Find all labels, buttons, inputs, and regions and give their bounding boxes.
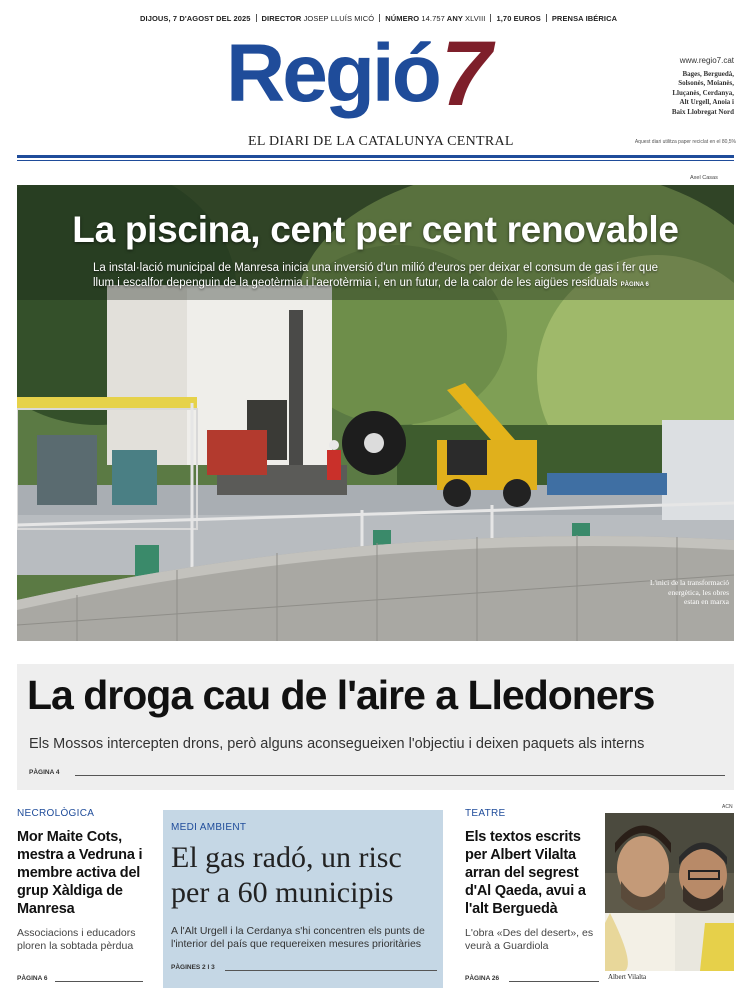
story-headline[interactable]: Mor Maite Cots, mestra a Vedruna i membre activa del grup Xàldiga de Manresa xyxy=(17,829,143,917)
logo-number: 7 xyxy=(440,23,492,125)
group-name: PRENSA IBÉRICA xyxy=(551,14,618,23)
page-rule xyxy=(509,981,599,982)
director-label: DIRECTOR xyxy=(261,14,302,23)
region-line: Bages, Berguedà, xyxy=(682,69,734,78)
lead-headline[interactable]: La piscina, cent per cent renovable xyxy=(72,209,679,250)
second-page-ref[interactable]: PÀGINA 4 xyxy=(29,769,60,776)
story-necrologica[interactable] xyxy=(17,808,147,982)
director-name: JOSEP LLUÍS MICÓ xyxy=(303,14,375,23)
issue-year: XLVIII xyxy=(464,14,486,23)
logo-word: Regió xyxy=(226,28,439,119)
region-line: Alt Urgell, Anoia i xyxy=(679,98,734,106)
portrait-caption: Albert Vilalta xyxy=(608,973,647,981)
story-dek: Associacions i educadors ploren la sobtada pèrdua xyxy=(17,927,136,952)
page-rule xyxy=(225,970,437,971)
issue-number: 14.757 xyxy=(421,14,445,23)
second-dek: Els Mossos intercepten drons, però alguns aconsegueixen l'objectiu i deixen paquets als interns xyxy=(29,736,645,752)
story-page-ref[interactable]: PÀGINA 6 xyxy=(17,975,48,982)
section-label: NECROLÒGICA xyxy=(17,808,95,819)
region-line: Lluçanès, Cerdanya, xyxy=(672,88,734,97)
masthead-rule xyxy=(17,155,734,158)
lead-dek xyxy=(93,261,661,293)
masthead-tagline: EL DIARI DE LA CATALUNYA CENTRAL xyxy=(248,134,514,149)
story-headline[interactable]: Els textos escrits per Albert Vilalta arran del segrest d'Al Qaeda, avui a l'alt Berguedà xyxy=(465,829,586,917)
lead-photo[interactable] xyxy=(17,185,734,641)
story-dek: A l'Alt Urgell i la Cerdanya s'hi concentren els punts de l'interior del país que requereixen mesures prioritàries xyxy=(171,925,425,950)
website-link[interactable]: www.regio7.cat xyxy=(679,56,734,65)
second-headline[interactable]: La droga cau de l'aire a Lledoners xyxy=(27,672,655,718)
newspaper-logo[interactable] xyxy=(226,23,492,130)
portrait-illustration xyxy=(605,813,734,971)
issue-date: DIJOUS, 7 D'AGOST DEL 2025 xyxy=(140,14,251,23)
caption-line: estan en marxa xyxy=(684,597,729,606)
second-page-rule xyxy=(75,775,725,776)
section-label: TEATRE xyxy=(465,808,506,819)
page-rule xyxy=(55,981,143,982)
masthead-rule-thin xyxy=(17,160,734,161)
section-label: MEDI AMBIENT xyxy=(171,822,247,833)
story-teatre[interactable] xyxy=(465,808,600,982)
lead-photo-credit: Axel Casas xyxy=(690,175,718,181)
lead-photo-caption xyxy=(617,578,729,607)
story-dek: L'obra «Des del desert», es veurà a Guardiola xyxy=(465,927,594,952)
recycled-paper-note: Aquest diari utilitza paper reciclat en el 80,5% xyxy=(634,139,736,145)
lead-page-ref[interactable]: PÀGINA 6 xyxy=(620,282,649,288)
portrait-photo[interactable] xyxy=(605,813,734,971)
masthead-side-info xyxy=(650,56,734,117)
story-headline[interactable]: El gas radó, un risc per a 60 municipis xyxy=(171,841,402,909)
construction-scene-illustration xyxy=(17,185,734,641)
caption-line: L'inici de la transformació xyxy=(649,578,729,587)
price: 1,70 EUROS xyxy=(496,14,541,23)
story-medi-ambient[interactable] xyxy=(163,810,443,988)
story-page-ref[interactable]: PÀGINA 26 xyxy=(465,975,500,982)
caption-line: energètica, les obres xyxy=(668,587,729,597)
story-page-ref[interactable]: PÀGINES 2 I 3 xyxy=(171,964,215,971)
portrait-credit: ACN xyxy=(722,804,733,810)
second-story[interactable] xyxy=(17,664,734,790)
coverage-regions xyxy=(650,70,734,118)
masthead-info-line xyxy=(140,14,620,23)
lead-dek-text: La instal·lació municipal de Manresa inicia una inversió d'un milió d'euros per deixar el consum de gas i fer que llum i escalfor depenguin de la geotèrmia i l'aerotèrmia i, en un futur, de la calor de les aigües residuals xyxy=(93,262,658,289)
region-line: Baix Llobregat Nord xyxy=(671,107,734,116)
year-label: ANY xyxy=(446,14,463,23)
region-line: Solsonès, Moianès, xyxy=(678,79,734,87)
number-label: NÚMERO xyxy=(385,14,420,23)
